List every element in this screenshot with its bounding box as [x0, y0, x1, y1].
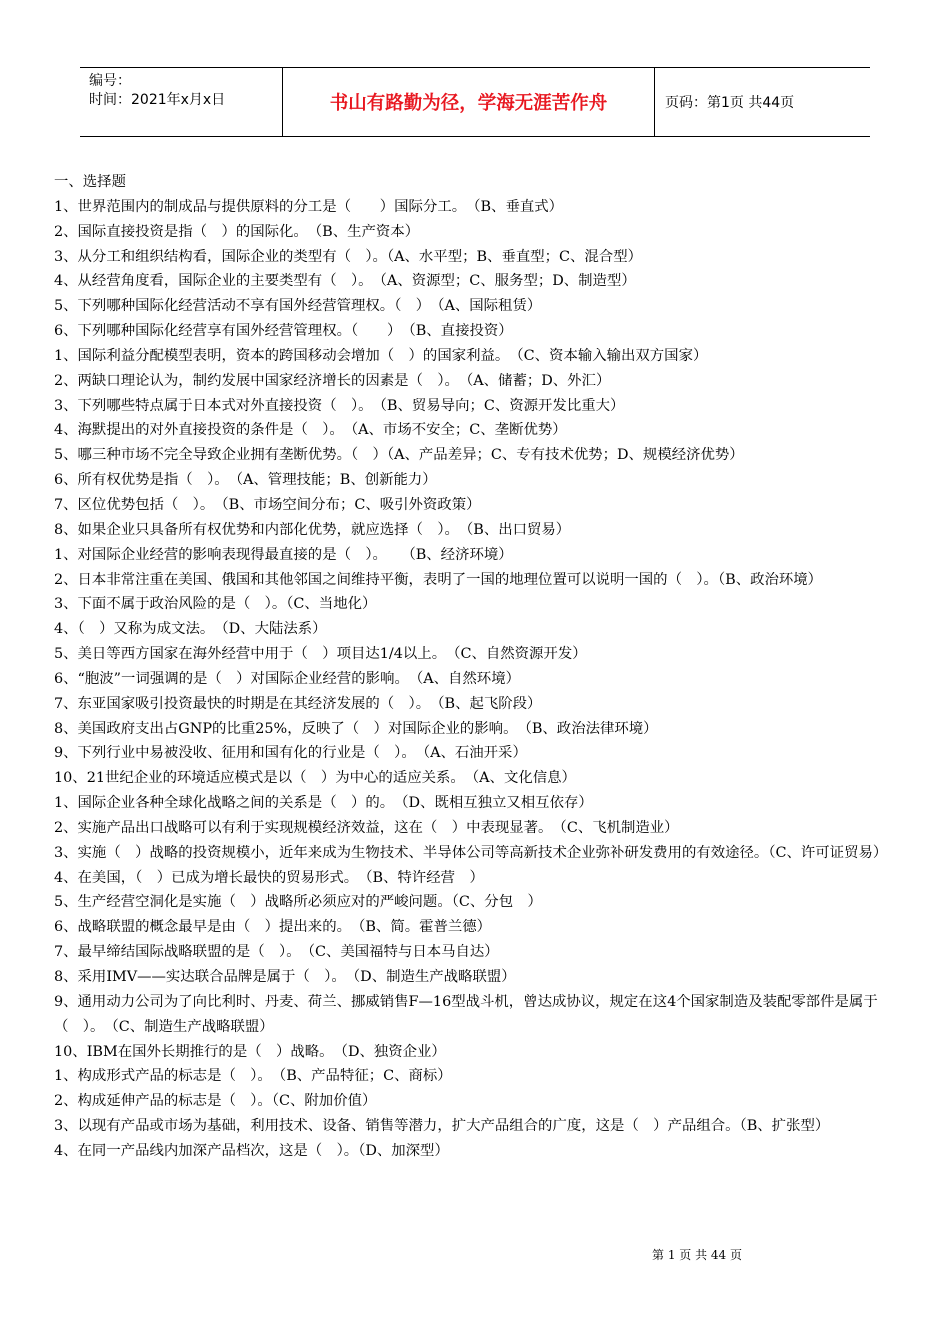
question-line: 3、下面不属于政治风险的是（ ）。（C、当地化）: [54, 596, 377, 613]
question-line: 6、所有权优势是指（ ）。 （A、管理技能；B、创新能力）: [54, 472, 437, 489]
question-line: 4、在同一产品线内加深产品档次，这是（ ）。（D、加深型）: [54, 1142, 449, 1159]
header-meta-cell: [80, 68, 283, 136]
question-line: 8、美国政府支出占GNP的比重25%，反映了（ ）对国际企业的影响。 （B、政治法律环境）: [54, 720, 658, 737]
question-line: 10、21世纪企业的环境适应模式是以（ ）为中心的适应关系。 （A、文化信息）: [54, 770, 576, 787]
question-line: 2、日本非常注重在美国、俄国和其他邻国之间维持平衡，表明了一国的地理位置可以说明一国的（ ）。（B、政治环境）: [54, 571, 823, 588]
question-line: 6、下列哪种国际化经营享有国外经营管理权。（ ） （B、直接投资）: [54, 323, 513, 340]
question-line: 2、两缺口理论认为，制约发展中国家经济增长的因素是（ ）。 （A、储蓄；D、外汇）: [54, 372, 611, 389]
question-line: 1、世界范围内的制成品与提供原料的分工是（ ）国际分工。 （B、垂直式）: [54, 198, 564, 215]
question-line: 4、海默提出的对外直接投资的条件是（ ）。 （A、市场不安全；C、垄断优势）: [54, 422, 567, 439]
question-line: 7、区位优势包括（ ）。 （B、市场空间分布；C、吸引外资政策）: [54, 496, 481, 513]
question-line: 7、最早缔结国际战略联盟的是（ ）。 （C、美国福特与日本马自达）: [54, 944, 499, 961]
question-line: 2、构成延伸产品的标志是（ ）。（C、附加价值）: [54, 1093, 377, 1110]
question-line: 10、IBM在国外长期推行的是（ ）战略。 （D、独资企业）: [54, 1043, 446, 1060]
header-page-info: 页码：第1页 共44页: [665, 95, 795, 111]
question-line: 5、下列哪种国际化经营活动不享有国外经营管理权。（ ） （A、国际租赁）: [54, 298, 542, 315]
section-heading: 一、选择题: [54, 174, 126, 190]
question-line: 4、在美国，（ ）已成为增长最快的贸易形式。 （B、特许经营 ）: [54, 869, 484, 886]
question-line: 1、构成形式产品的标志是（ ）。 （B、产品特征；C、商标）: [54, 1068, 452, 1085]
question-line: 6、战略联盟的概念最早是由（ ）提出来的。 （B、简。霍普兰德）: [54, 919, 492, 936]
question-line: 1、对国际企业经营的影响表现得最直接的是（ ）。 （B、经济环境）: [54, 546, 513, 563]
question-line: 9、通用动力公司为了向比利时、丹麦、荷兰、挪威销售F—16型战斗机，曾达成协议，规定在这4个国家制造及装配零部件是属于（ ）。 （C、制造生产战略联盟）: [54, 993, 878, 1035]
question-line: 4、从经营角度看，国际企业的主要类型有（ ）。 （A、资源型；C、服务型；D、制造型）: [54, 273, 636, 290]
question-line: 5、生产经营空洞化是实施（ ）战略所必须应对的严峻问题。（C、分包 ）: [54, 894, 542, 911]
question-line: 3、实施（ ）战略的投资规模小，近年来成为生物技术、半导体公司等高新技术企业弥补研发费用的有效途径。（C、许可证贸易）: [54, 844, 888, 861]
question-line: 4、（ ）又称为成文法。 （D、大陆法系）: [54, 621, 327, 638]
document-number-label: 编号：: [89, 73, 131, 89]
question-line: 7、东亚国家吸引投资最快的时期是在其经济发展的（ ）。 （B、起飞阶段）: [54, 695, 542, 712]
page-footer: 第 1 页 共 44 页: [652, 1248, 742, 1262]
question-line: 8、如果企业只具备所有权优势和内部化优势，就应选择（ ）。 （B、出口贸易）: [54, 521, 571, 538]
question-line: 1、国际利益分配模型表明，资本的跨国移动会增加（ ）的国家利益。 （C、资本输入输出双方国家）: [54, 347, 708, 364]
question-line: 5、美日等西方国家在海外经营中用于（ ）项目达1/4以上。 （C、自然资源开发）: [54, 646, 587, 663]
question-line: 6、“胞波”一词强调的是（ ）对国际企业经营的影响。 （A、自然环境）: [54, 670, 520, 687]
question-line: 2、实施产品出口战略可以有利于实现规模经济效益，这在（ ）中表现显著。 （C、飞机制造业）: [54, 819, 679, 836]
header-motto: 书山有路勤为径，学海无涯苦作舟: [283, 68, 655, 136]
question-line: 3、以现有产品或市场为基础，利用技术、设备、销售等潜力，扩大产品组合的广度，这是（ ）产品组合。（B、扩张型）: [54, 1118, 830, 1135]
question-line: 1、国际企业各种全球化战略之间的关系是（ ）的。 （D、既相互独立又相互依存）: [54, 795, 593, 812]
question-line: 3、下列哪些特点属于日本式对外直接投资（ ）。 （B、贸易导向；C、资源开发比重大）: [54, 397, 625, 414]
question-line: 2、国际直接投资是指（ ）的国际化。 （B、生产资本）: [54, 223, 420, 240]
question-line: 8、采用IMV——实达联合品牌是属于（ ）。 （D、制造生产战略联盟）: [54, 969, 516, 985]
question-line: 3、从分工和组织结构看，国际企业的类型有（ ）。（A、水平型；B、垂直型；C、混合型）: [54, 248, 642, 265]
page-header: [80, 67, 870, 137]
document-date: 时间：2021年x月x日: [89, 92, 226, 108]
question-list: [54, 170, 902, 1164]
question-line: 9、下列行业中易被没收、征用和国有化的行业是（ ）。 （A、石油开采）: [54, 745, 527, 762]
question-line: 5、哪三种市场不完全导致企业拥有垄断优势。（ ）（A、产品差异；C、专有技术优势；D、规模经济优势）: [54, 447, 744, 464]
